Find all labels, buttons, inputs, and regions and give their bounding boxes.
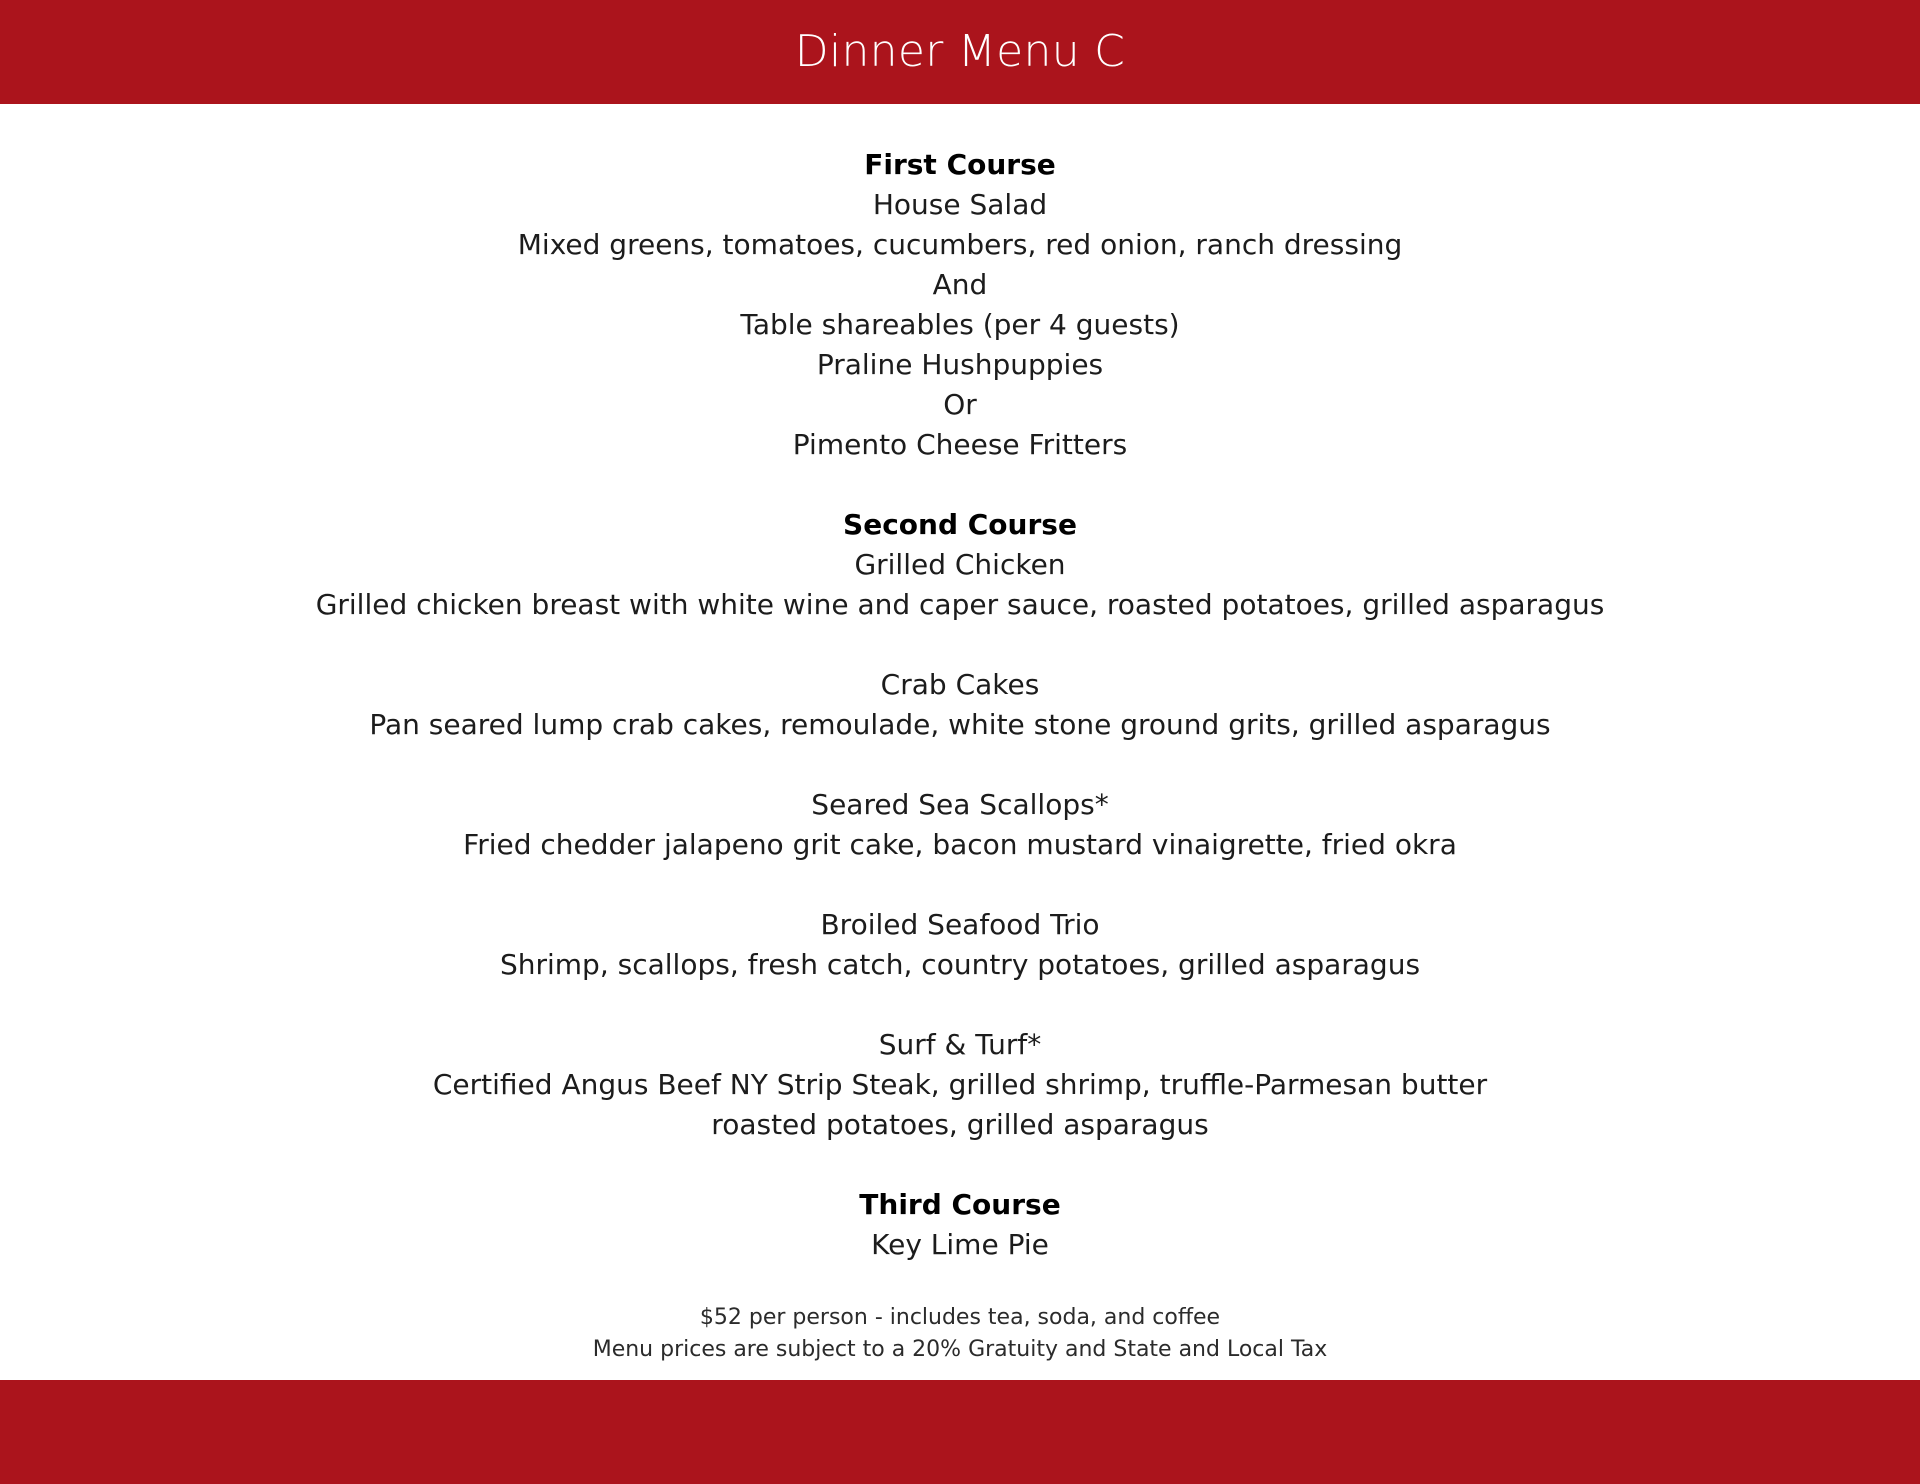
third-course-heading: Third Course — [859, 1188, 1061, 1221]
dish-name: Surf & Turf* — [878, 1028, 1042, 1061]
dish-description: roasted potatoes, grilled asparagus — [711, 1108, 1209, 1141]
menu-title: Dinner Menu C — [794, 26, 1126, 77]
dish-description: Fried chedder jalapeno grit cake, bacon mustard vinaigrette, fried okra — [463, 828, 1457, 861]
menu-line: Pimento Cheese Fritters — [792, 428, 1128, 461]
dish-description: Certified Angus Beef NY Strip Steak, grilled shrimp, truffle-Parmesan butter — [432, 1068, 1488, 1101]
footer-band — [0, 1380, 1920, 1484]
menu-line: Or — [943, 388, 977, 421]
dish-name: Broiled Seafood Trio — [820, 908, 1100, 941]
menu-line: And — [932, 268, 988, 301]
dish-description: Pan seared lump crab cakes, remoulade, white stone ground grits, grilled asparagus — [369, 708, 1551, 741]
dish-name: Grilled Chicken — [854, 548, 1066, 581]
dish-description: Shrimp, scallops, fresh catch, country potatoes, grilled asparagus — [499, 948, 1421, 981]
menu-line: House Salad — [872, 188, 1048, 221]
menu-content — [0, 145, 1920, 1265]
dish-name: Key Lime Pie — [871, 1228, 1049, 1261]
dish-name: Seared Sea Scallops* — [811, 788, 1109, 821]
tax-note: Menu prices are subject to a 20% Gratuity and State and Local Tax — [592, 1337, 1328, 1362]
price-note: $52 per person - includes tea, soda, and coffee — [699, 1305, 1221, 1330]
first-course-heading: First Course — [864, 148, 1056, 181]
menu-line: Mixed greens, tomatoes, cucumbers, red onion, ranch dressing — [517, 228, 1403, 261]
dish-description: Grilled chicken breast with white wine and caper sauce, roasted potatoes, grilled asparagus — [315, 588, 1605, 621]
footer-notes — [0, 1302, 1920, 1366]
menu-line: Table shareables (per 4 guests) — [740, 308, 1180, 341]
second-course-heading: Second Course — [843, 508, 1077, 541]
dish-name: Crab Cakes — [880, 668, 1040, 701]
menu-line: Praline Hushpuppies — [816, 348, 1104, 381]
